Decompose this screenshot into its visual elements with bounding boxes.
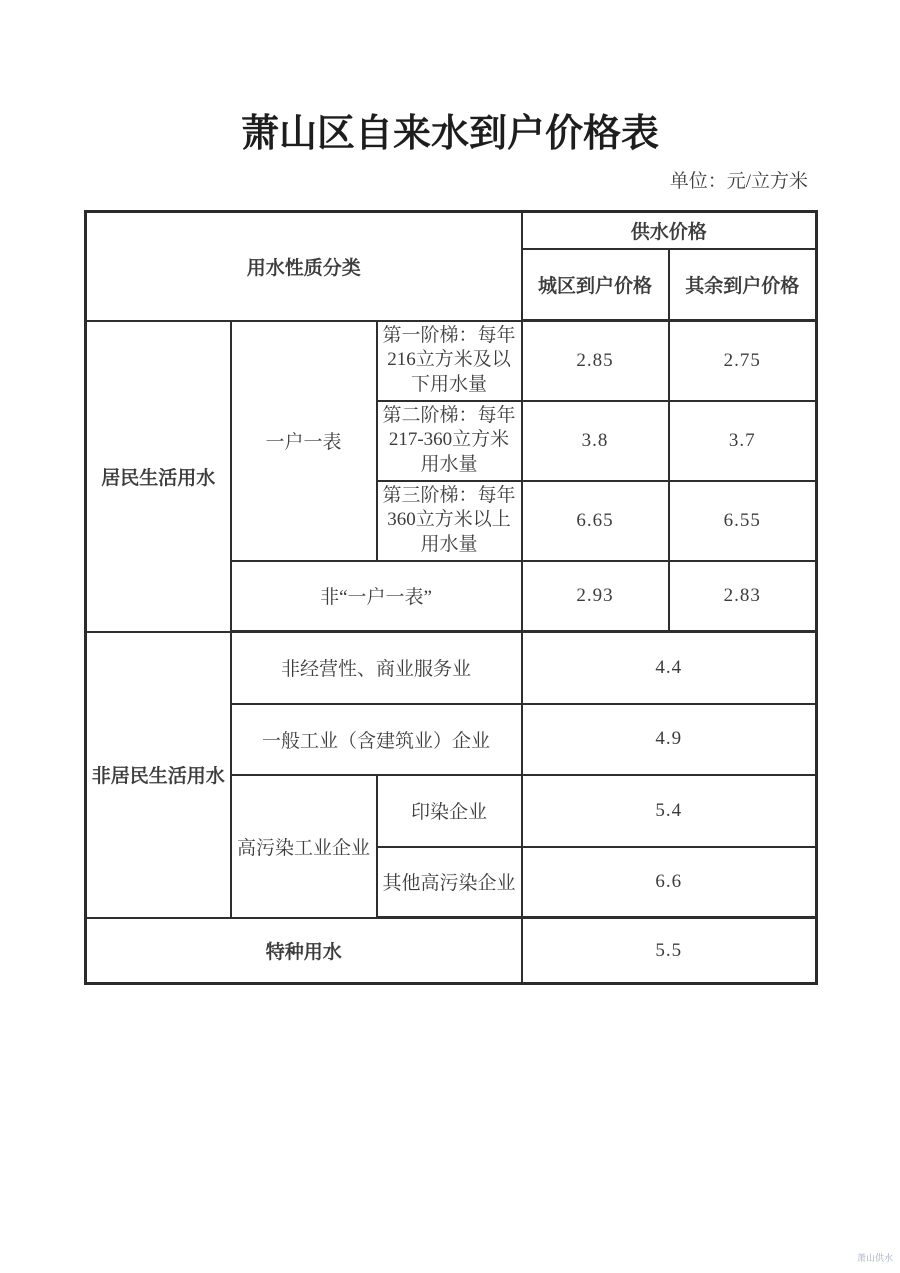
non-one-meter-urban-price: 2.93 xyxy=(522,561,669,632)
header-classification: 用水性质分类 xyxy=(86,212,522,321)
high-pollution-label: 高污染工业企业 xyxy=(231,775,377,918)
page-title: 萧山区自来水到户价格表 xyxy=(240,113,659,155)
unit-note: 单位：元/立方米 xyxy=(669,171,808,192)
tier3-other-price: 6.55 xyxy=(669,481,817,561)
table-row-tier1 xyxy=(86,321,817,401)
one-meter-label: 一户一表 xyxy=(231,321,377,561)
watermark: 萧山供水 xyxy=(856,1253,893,1263)
header-urban-price: 城区到户价格 xyxy=(522,249,669,321)
tier3-desc: 第三阶梯：每年360立方米以上用水量 xyxy=(377,481,522,561)
header-row-1 xyxy=(86,212,817,249)
other-pollution-label: 其他高污染企业 xyxy=(377,847,522,918)
general-industry-label: 一般工业（含建筑业）企业 xyxy=(231,704,522,775)
residential-label: 居民生活用水 xyxy=(86,321,231,632)
noncommercial-label: 非经营性、商业服务业 xyxy=(231,632,522,704)
tier1-desc: 第一阶梯：每年216立方米及以下用水量 xyxy=(377,321,522,401)
non-one-meter-label: 非“一户一表” xyxy=(231,561,522,632)
tier2-urban-price: 3.8 xyxy=(522,401,669,481)
special-water-label: 特种用水 xyxy=(86,918,522,984)
dyeing-price: 5.4 xyxy=(522,775,817,847)
water-price-table xyxy=(84,210,818,985)
tier2-desc: 第二阶梯：每年217-360立方米用水量 xyxy=(377,401,522,481)
header-other-price: 其余到户价格 xyxy=(669,249,817,321)
other-pollution-price: 6.6 xyxy=(522,847,817,918)
noncommercial-price: 4.4 xyxy=(522,632,817,704)
table-row-noncommercial xyxy=(86,632,817,704)
tier1-urban-price: 2.85 xyxy=(522,321,669,401)
non-one-meter-other-price: 2.83 xyxy=(669,561,817,632)
tier3-urban-price: 6.65 xyxy=(522,481,669,561)
header-price-group: 供水价格 xyxy=(522,212,817,249)
tier2-other-price: 3.7 xyxy=(669,401,817,481)
non-residential-label: 非居民生活用水 xyxy=(86,632,231,918)
special-water-price: 5.5 xyxy=(522,918,817,984)
dyeing-label: 印染企业 xyxy=(377,775,522,847)
general-industry-price: 4.9 xyxy=(522,704,817,775)
tier1-other-price: 2.75 xyxy=(669,321,817,401)
table-row-special-water xyxy=(86,918,817,984)
